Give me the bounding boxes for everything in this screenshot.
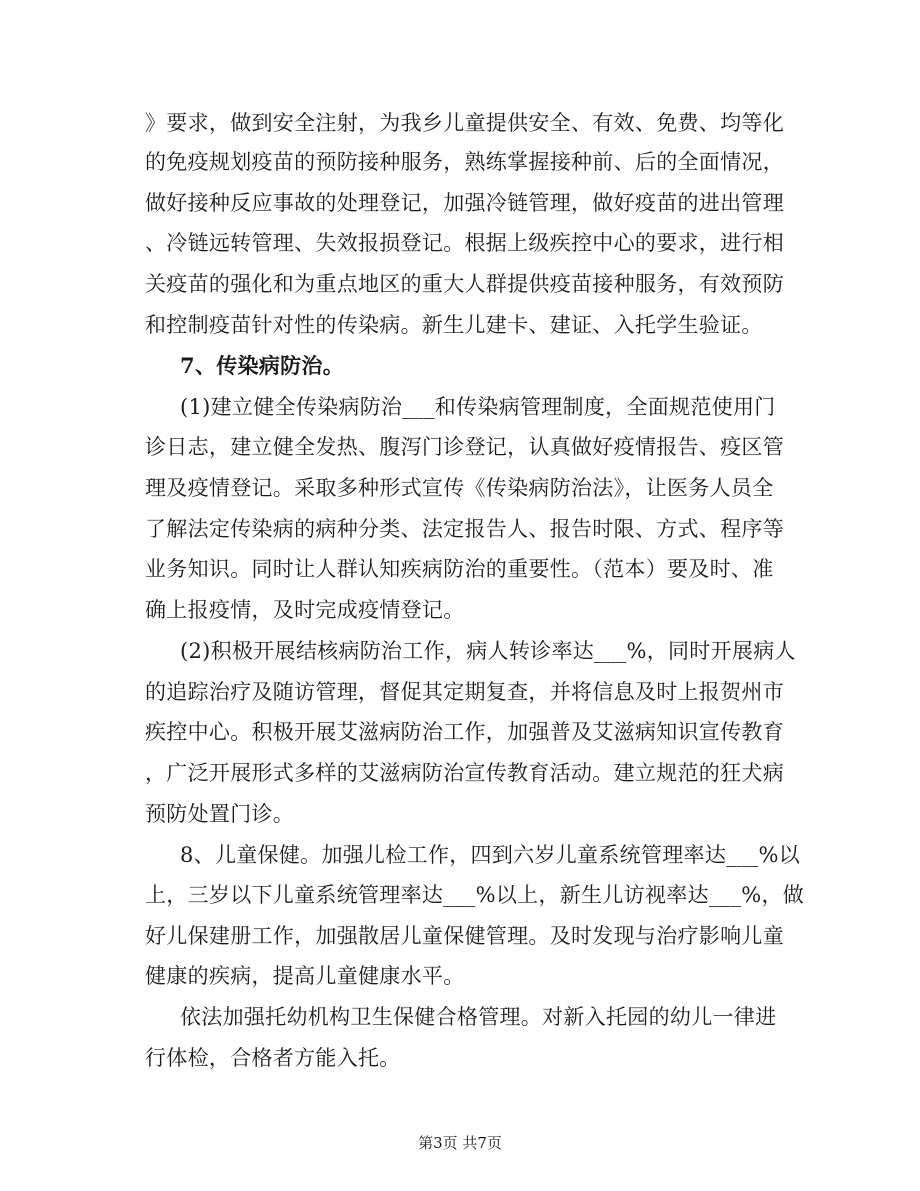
text-line: 8、儿童保健。加强儿检工作，四到六岁儿童系统管理率达___%以 [180, 843, 801, 867]
text-line: 好儿保建册工作，加强散居儿童保健管理。及时发现与治疗影响儿童 [145, 924, 784, 948]
text-line: 依法加强托幼机构卫生保健合格管理。对新入托园的幼儿一律进 [180, 1005, 777, 1029]
text-line: 关疫苗的强化和为重点地区的重大人群提供疫苗接种服务，有效预防 [145, 272, 784, 296]
text-line: 了解法定传染病的病种分类、法定报告人、报告时限、方式、程序等 [145, 517, 784, 541]
text-line: 理及疫情登记。采取多种形式宣传《传染病防治法》，让医务人员全 [145, 476, 774, 500]
text-line: 做好接种反应事故的处理登记，加强冷链管理，做好疫苗的进出管理 [145, 191, 784, 215]
text-line: ，广泛开展形式多样的艾滋病防治宣传教育活动。建立规范的狂犬病 [145, 761, 784, 785]
section-heading: 7、传染病防治。 [180, 353, 345, 378]
text-line: (1)建立健全传染病防治___和传染病管理制度，全面规范使用门 [180, 395, 776, 419]
text-line: 疾控中心。积极开展艾滋病防治工作，加强普及艾滋病知识宣传教育 [145, 720, 784, 744]
text-line: 预防处置门诊。 [145, 802, 295, 826]
text-line: 的追踪治疗及随访管理，督促其定期复查，并将信息及时上报贺州市 [145, 680, 784, 704]
text-line: 诊日志，建立健全发热、腹泻门诊登记，认真做好疫情报告、疫区管 [145, 435, 784, 459]
text-line: 和控制疫苗针对性的传染病。新生儿建卡、建证、入托学生验证。 [145, 313, 763, 337]
text-line: 业务知识。同时让人群认知疾病防治的重要性。（范本）要及时、准 [145, 557, 774, 581]
text-line: 、冷链远转管理、失效报损登记。根据上级疾控中心的要求，进行相 [145, 231, 784, 255]
text-line: 健康的疾病，提高儿童健康水平。 [145, 964, 465, 988]
text-line: 确上报疫情，及时完成疫情登记。 [145, 598, 465, 622]
text-line: 行体检，合格者方能入托。 [145, 1046, 401, 1070]
page-footer: 第3页 共7页 [418, 1134, 502, 1152]
text-line: 》要求，做到安全注射，为我乡儿童提供安全、有效、免费、均等化 [145, 111, 784, 135]
text-line: (2)积极开展结核病防治工作，病人转诊率达___%，同时开展病人 [180, 639, 796, 663]
text-line: 的免疫规划疫苗的预防接种服务，熟练掌握接种前、后的全面情况， [145, 150, 784, 174]
text-line: 上，三岁以下儿童系统管理率达___%以上，新生儿访视率达___%，做 [145, 883, 805, 907]
